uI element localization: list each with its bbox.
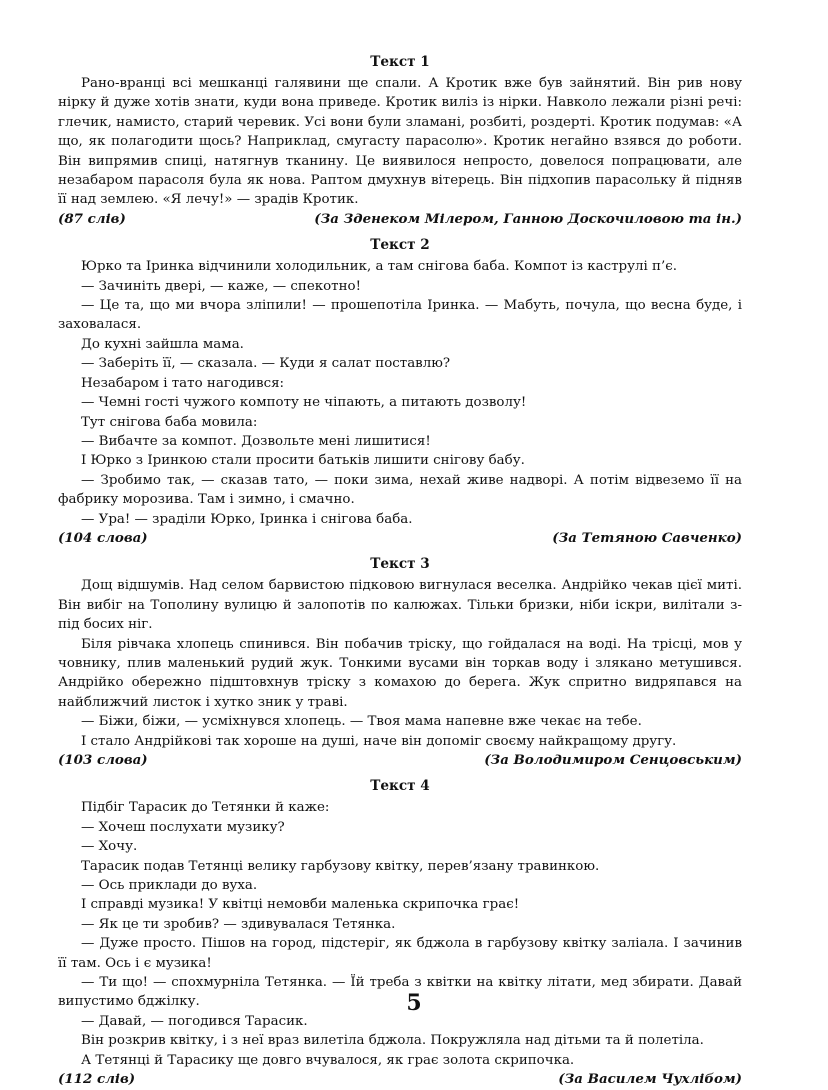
text-section-2: [58, 233, 742, 548]
paragraph: — Давай, — погодився Тарасик.: [81, 1013, 308, 1029]
paragraph: — Ти що! — спохмурніла Тетянка. — Їй треба з квітки на квітку літати, мед збирати. Давай випустимо бджілку.: [58, 975, 742, 1010]
source-attribution: (За Володимиром Сенцовським): [484, 752, 742, 768]
paragraph: — Заберіть її, — сказала. — Куди я салат поставлю?: [81, 356, 451, 372]
paragraph: — Зачиніть двері, — каже, — спекотно!: [81, 278, 361, 294]
text-section-1: [58, 50, 742, 229]
text-section-4: [58, 774, 742, 1089]
word-count: (103 слова): [58, 752, 148, 768]
word-count: (104 слова): [58, 529, 148, 546]
section-footer: [58, 210, 742, 229]
paragraph: — Хочеш послухати музику?: [81, 819, 285, 835]
paragraph: — Дуже просто. Пішов на город, підстеріг, як бджола в гарбузову квітку заліала. І зачинив її там. Ось і є музика!: [58, 936, 742, 971]
text-section-3: [58, 552, 742, 770]
paragraph: Рано-вранці всі мешканці галявини ще спали. А Кротик вже був зайнятий. Він рив нову нірку й дуже хотів знати, куди вона приведе. Кротик виліз із нірки. Навколо лежали різні речі: глечик, намисто, старий черевик. Усі вони були зламані, розбиті, роздерті. Кротик подумав: «А що, як полагодити щось? Наприклад, смугасту парасолю». Кротик негайно взявся до роботи. Він випрямив спиці, натягнув тканину. Це виявилося непросто, довелося попрацювати, але незабаром парасоля була як нова. Раптом дмухнув вітерець. Він підхопив парасольку й підняв її над землею. «Я лечу!» — зрадів Кротик.: [58, 76, 742, 208]
page-content: [58, 50, 742, 1090]
word-count: (112 слів): [58, 1071, 136, 1088]
paragraph: Підбіг Тарасик до Тетянки й каже:: [81, 800, 330, 816]
paragraph: Тут снігова баба мовила:: [81, 414, 258, 430]
paragraph: І стало Андрійкові так хороше на душі, наче він допоміг своєму найкращому другу.: [81, 733, 677, 749]
paragraph: Тарасик подав Тетянці велику гарбузову квітку, перев’язану травинкою.: [81, 858, 600, 874]
section-title: Текст 1: [370, 54, 430, 70]
paragraph: Юрко та Іринка відчинили холодильник, а там снігова баба. Компот із каструлі п’є.: [81, 259, 677, 275]
paragraph: — Біжи, біжи, — усміхнувся хлопець. — Твоя мама напевне вже чекає на тебе.: [81, 714, 642, 730]
paragraph: І Юрко з Іринкою стали просити батьків лишити снігову бабу.: [81, 453, 525, 469]
paragraph: — Ось приклади до вуха.: [81, 878, 258, 894]
paragraph: — Зробимо так, — сказав тато, — поки зима, нехай живе надворі. А потім відвеземо її на фабрику морозива. Там і зимно, і смачно.: [58, 472, 742, 508]
paragraph: — Це та, що ми вчора зліпили! — прошепотіла Іринка. — Мабуть, почула, що весна буде, і заховалася.: [58, 298, 742, 333]
page-number: 5: [406, 990, 422, 1016]
paragraph: До кухні зайшла мама.: [81, 336, 244, 352]
section-footer: [58, 751, 742, 770]
source-attribution: (За Тетяною Савченко): [552, 529, 742, 546]
word-count: (87 слів): [58, 210, 126, 227]
section-title: Текст 2: [370, 237, 430, 254]
paragraph: — Як це ти зробив? — здивувалася Тетянка.: [81, 916, 396, 932]
section-footer: [58, 1070, 742, 1089]
paragraph: Він розкрив квітку, і з неї враз вилетіла бджола. Покружляла над дітьми та й полетіла.: [81, 1033, 704, 1049]
source-attribution: (За Зденеком Мілером, Ганною Доскочиловою та ін.): [314, 210, 742, 227]
paragraph: Незабаром і тато нагодився:: [81, 375, 285, 391]
paragraph: Дощ відшумів. Над селом барвистою підковою вигнулася веселка. Андрійко чекав цієї миті. Він вибіг на Тополину вулицю й залопотів по калюжах. Тільки бризки, ніби іскри, вилітали з-під босих ніг.: [58, 578, 742, 633]
paragraph: — Чемні гості чужого компоту не чіпають, а питають дозволу!: [81, 395, 527, 411]
section-title: Текст 4: [370, 778, 430, 795]
section-title: Текст 3: [370, 556, 430, 573]
paragraph: І справді музика! У квітці немовби маленька скрипочка грає!: [81, 897, 520, 913]
paragraph: Біля рівчака хлопець спинився. Він побачив тріску, що гойдалася на воді. На трісці, мов у човнику, плив маленький рудий жук. Тонкими вусами він торкав воду і злякано метушився. Андрійко обережно підштовхнув тріску з комахою до берега. Жук спритно видряпався на найближчий листок і хутко зник у траві.: [58, 636, 742, 710]
source-attribution: (За Василем Чухлібом): [558, 1071, 742, 1088]
paragraph: — Хочу.: [81, 839, 138, 855]
section-footer: [58, 529, 742, 548]
paragraph: А Тетянці й Тарасику ще довго вчувалося, як грає золота скрипочка.: [81, 1052, 575, 1068]
paragraph: — Вибачте за компот. Дозвольте мені лишитися!: [81, 433, 431, 449]
paragraph: — Ура! — зраділи Юрко, Іринка і снігова баба.: [81, 511, 413, 527]
